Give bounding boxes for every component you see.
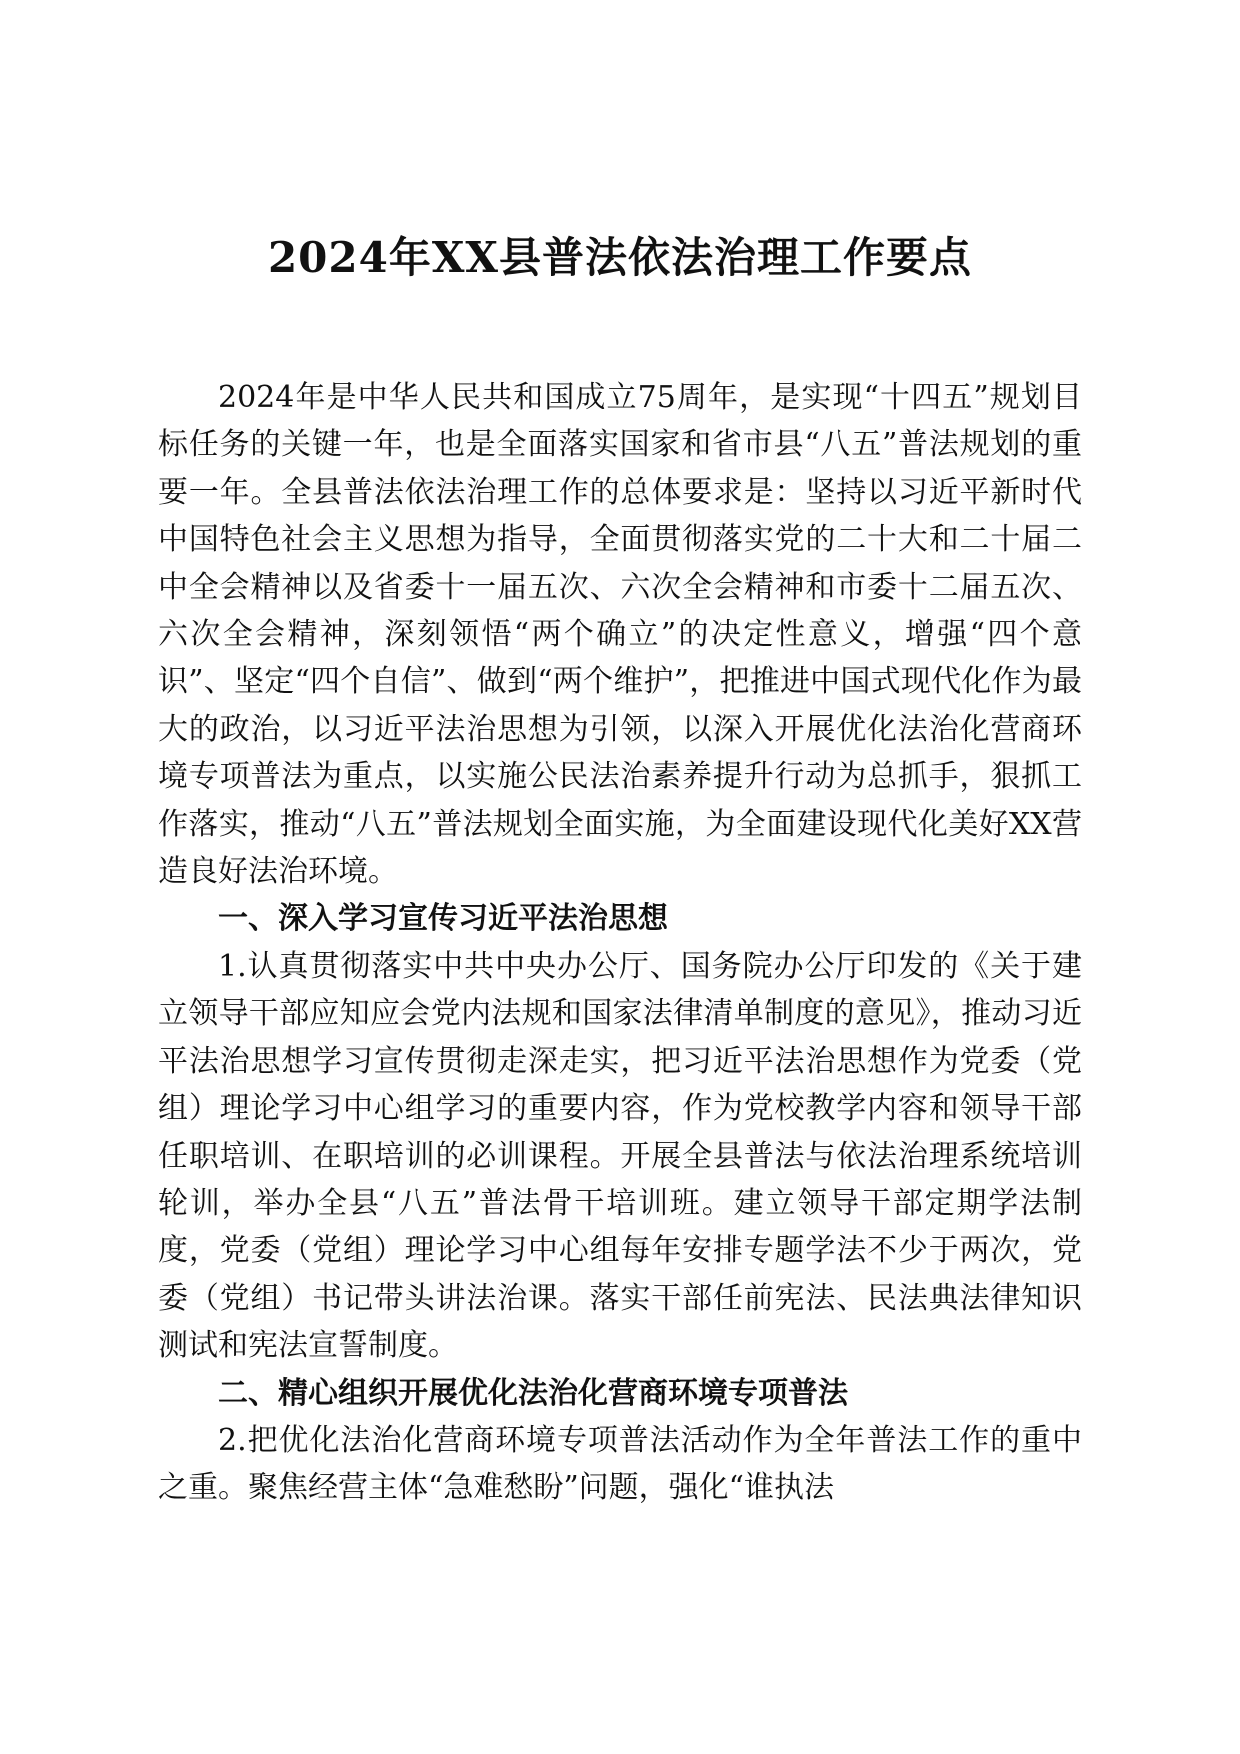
section-heading-1: 一、深入学习宣传习近平法治思想 — [218, 901, 668, 937]
document-title: 2024年XX县普法依法治理工作要点 — [267, 233, 973, 282]
section-heading-2: 二、精心组织开展优化法治化营商环境专项普法 — [218, 1375, 848, 1411]
section-1-paragraph-1: 1.认真贯彻落实中共中央办公厅、国务院办公厅印发的《关于建立领导干部应知应会党内法规和国家法律清单制度的意见》，推动习近平法治思想学习宣传贯彻走深走实，把习近平法治思想作为党委（党组）理论学习中心组学习的重要内容，作为党校教学内容和领导干部任职培训、在职培训的必训课程。开展全县普法与依法治理系统培训轮训，举办全县“八五”普法骨干培训班。建立领导干部定期学法制度，党委（党组）理论学习中心组每年安排专题学法不少于两次，党委（党组）书记带头讲法治课。落实干部任前宪法、民法典法律知识测试和宪法宣誓制度。 — [158, 948, 1082, 1364]
document-body — [158, 374, 1082, 1512]
intro-paragraph: 2024年是中华人民共和国成立75周年，是实现“十四五”规划目标任务的关键一年，也是全面落实国家和省市县“八五”普法规划的重要一年。全县普法依法治理工作的总体要求是：坚持以习近平新时代中国特色社会主义思想为指导，全面贯彻落实党的二十大和二十届二中全会精神以及省委十一届五次、六次全会精神和市委十二届五次、六次全会精神，深刻领悟“两个确立”的决定性意义，增强“四个意识”、坚定“四个自信”、做到“两个维护”，把推进中国式现代化作为最大的政治，以习近平法治思想为引领，以深入开展优化法治化营商环境专项普法为重点，以实施公民法治素养提升行动为总抓手，狠抓工作落实，推动“八五”普法规划全面实施，为全面建设现代化美好XX营造良好法治环境。 — [158, 380, 1082, 890]
section-2-paragraph-1: 2.把优化法治化营商环境专项普法活动作为全年普法工作的重中之重。聚焦经营主体“急难愁盼”问题，强化“谁执法 — [158, 1422, 1082, 1506]
